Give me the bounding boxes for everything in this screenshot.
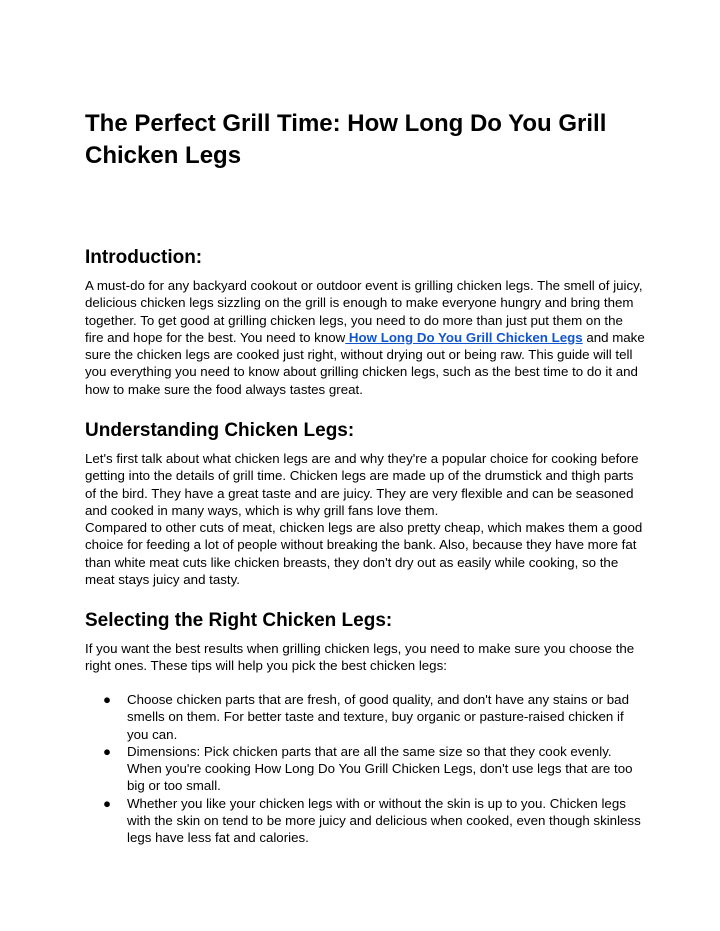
list-item-text: Dimensions: Pick chicken parts that are all the same size so that they cook evenly. When you're cooking How Long Do You Grill Chicken Legs, don't use legs that are too big or too small. bbox=[127, 743, 633, 794]
bullet-icon: ● bbox=[103, 743, 112, 759]
introduction-paragraph bbox=[85, 277, 645, 398]
intro-text-before-link: A must-do for any backyard cookout or outdoor event is grilling chicken legs. The smell of juicy, delicious chicken legs sizzling on the grill is enough to make everyone hungry and bring them together. To get good at grilling chicken legs, you need to do more than just put them on the fire and hope for the best. You need to know bbox=[85, 278, 643, 345]
selection-tips-list bbox=[85, 691, 645, 847]
understanding-paragraph-2: Compared to other cuts of meat, chicken legs are also pretty cheap, which makes them a good choice for feeding a lot of people without breaking the bank. Also, because they have more fat than white meat cuts like chicken breasts, they don't dry out as easily while cooking, so the meat stays juicy and tasty. bbox=[85, 520, 643, 587]
section-heading-introduction: Introduction: bbox=[85, 247, 203, 268]
bullet-icon: ● bbox=[103, 795, 112, 811]
selecting-paragraph: If you want the best results when grilling chicken legs, you need to make sure you choose the right ones. These tips will help you pick the best chicken legs: bbox=[85, 641, 635, 674]
list-item bbox=[85, 743, 645, 795]
intro-text-after-link: and make sure the chicken legs are cooked just right, without drying out or being raw. This guide will tell you everything you need to know about grilling chicken legs, such as the best time to do it and how to make sure the food always tastes great. bbox=[85, 329, 645, 397]
understanding-paragraph-1: Let's first talk about what chicken legs are and why they're a popular choice for cooking before getting into the details of grill time. Chicken legs are made up of the drumstick and thigh parts of the bird. They have a great taste and are juicy. They are very flexible and can be seasoned and cooked in many ways, which is why grill fans love them. bbox=[85, 451, 639, 518]
list-item-text: Choose chicken parts that are fresh, of good quality, and don't have any stains or bad smells on them. For better taste and texture, buy organic or pasture-raised chicken if you can. bbox=[127, 692, 629, 742]
list-item bbox=[85, 795, 645, 847]
section-heading-understanding: Understanding Chicken Legs: bbox=[85, 420, 355, 441]
list-item bbox=[85, 691, 645, 743]
page-title: The Perfect Grill Time: How Long Do You Grill Chicken Legs bbox=[85, 110, 607, 169]
bullet-icon: ● bbox=[103, 692, 112, 707]
section-heading-selecting: Selecting the Right Chicken Legs: bbox=[85, 610, 393, 631]
grill-time-link[interactable]: How Long Do You Grill Chicken Legs bbox=[345, 329, 583, 345]
list-item-text: Whether you like your chicken legs with or without the skin is up to you. Chicken legs with the skin on tend to be more juicy and delicious when cooked, even though skinless legs have less fat and calories. bbox=[127, 795, 641, 846]
